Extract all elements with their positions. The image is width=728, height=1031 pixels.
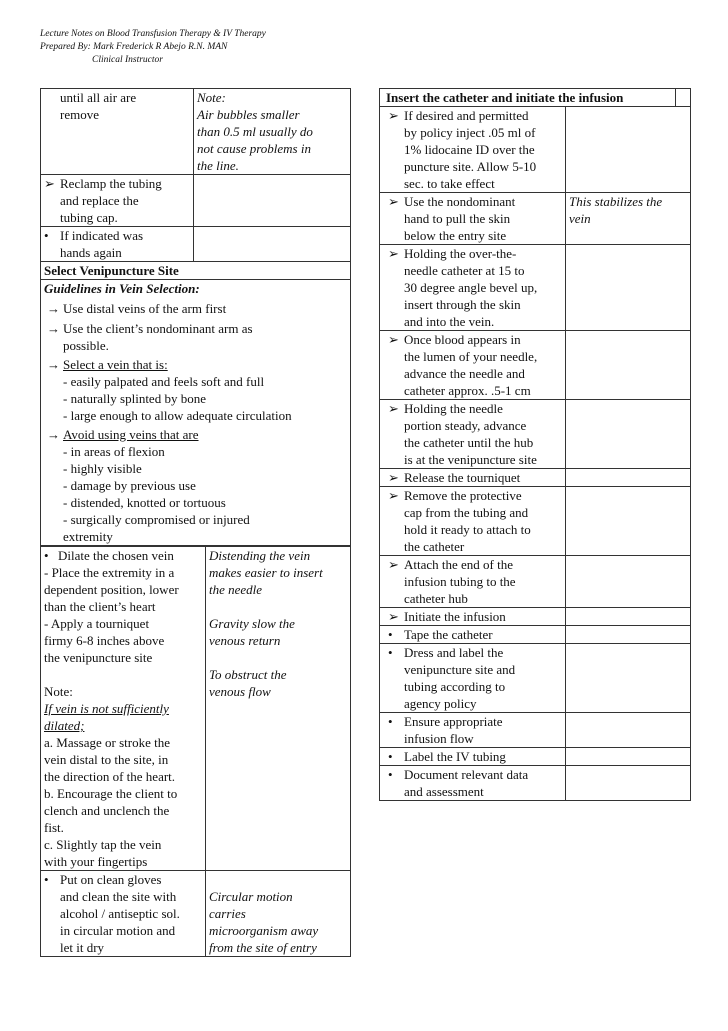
right-rows xyxy=(380,107,691,801)
page-header xyxy=(40,28,266,67)
guideline-subitem: - large enough to allow adequate circulation xyxy=(63,408,292,423)
guideline-subitem: - surgically compromised or injured extremity xyxy=(63,512,250,544)
dilate-note-condition: If vein is not sufficiently dilated; xyxy=(44,701,169,733)
guideline-subitem: - highly visible xyxy=(63,461,142,476)
dilate-instructions: - Place the extremity in a dependent position, lower than the client’s heart - Apply a tourniquet firmy 6-8 inches above the venipuncture site xyxy=(44,565,179,665)
step-text: • Put on clean gloves and clean the site with alcohol / antiseptic sol. in circular motion and let it dry xyxy=(41,871,206,957)
dot-bullet-icon: • xyxy=(388,767,393,782)
step-note xyxy=(566,107,691,193)
arrow-bullet-icon: ➢ xyxy=(44,176,55,191)
right-arrow-icon: → xyxy=(47,321,60,336)
header-line-3: Clinical Instructor xyxy=(92,55,163,65)
arrow-bullet-icon: ➢ xyxy=(388,401,399,416)
table-row xyxy=(41,175,351,227)
table-row xyxy=(380,644,691,713)
step-note: Distending the vein makes easier to insert the needle Gravity slow the venous return To obstruct the venous flow xyxy=(206,547,351,871)
left-procedure-table xyxy=(40,88,351,546)
right-arrow-icon: → xyxy=(47,301,60,316)
table-row xyxy=(41,280,351,546)
table-row xyxy=(41,227,351,262)
step-text: ➢ Holding the over-the- needle catheter at 15 to 30 degree angle bevel up, insert through the skin and into the vein. xyxy=(380,245,566,331)
step-text: ➢ Release the tourniquet xyxy=(380,469,566,487)
guideline-subitem: - in areas of flexion xyxy=(63,444,165,459)
table-row xyxy=(380,748,691,766)
table-row xyxy=(41,89,351,175)
step-text: ➢ Attach the end of the infusion tubing to the catheter hub xyxy=(380,556,566,608)
arrow-bullet-icon: ➢ xyxy=(388,246,399,261)
step-note xyxy=(566,608,691,626)
step-text: ➢ Holding the needle portion steady, advance the catheter until the hub is at the venipuncture site xyxy=(380,400,566,469)
table-row xyxy=(380,766,691,801)
step-note xyxy=(566,487,691,556)
arrow-bullet-icon: ➢ xyxy=(388,470,399,485)
guideline-item: → Select a vein that is: xyxy=(47,357,168,372)
step-note: Circular motion carries microorganism away from the site of entry xyxy=(206,871,351,957)
step-text xyxy=(41,547,206,871)
step-note xyxy=(566,766,691,801)
dot-bullet-icon: • xyxy=(44,228,49,243)
arrow-bullet-icon: ➢ xyxy=(388,488,399,503)
left-dilate-table xyxy=(40,546,351,957)
guideline-subitem: - damage by previous use xyxy=(63,478,196,493)
dilate-steps: a. Massage or stroke the vein distal to the site, in the direction of the heart. b. Encourage the client to clench and unclench the fist. c. Slightly tap the vein with your fingertips xyxy=(44,735,178,869)
guideline-item: → Use distal veins of the arm first xyxy=(47,301,227,316)
step-text: until all air are remove xyxy=(41,89,194,175)
table-row xyxy=(380,400,691,469)
guideline-subitem: - distended, knotted or tortuous xyxy=(63,495,226,510)
table-row xyxy=(380,107,691,193)
step-note xyxy=(566,245,691,331)
step-text: • Document relevant data and assessment xyxy=(380,766,566,801)
section-title: Select Venipuncture Site xyxy=(41,262,351,280)
table-row xyxy=(380,193,691,245)
step-text: ➢ If desired and permitted by policy inject .05 ml of 1% lidocaine ID over the puncture site. Allow 5-10 sec. to take effect xyxy=(380,107,566,193)
step-note: Note: Air bubbles smaller than 0.5 ml usually do not cause problems in the line. xyxy=(194,89,351,175)
table-row xyxy=(380,89,691,107)
table-row xyxy=(380,469,691,487)
guidelines-title: Guidelines in Vein Selection: xyxy=(44,281,200,296)
dot-bullet-icon: • xyxy=(44,548,49,563)
dilate-note-label: Note: xyxy=(44,684,73,699)
dilate-heading: • Dilate the chosen vein xyxy=(44,548,174,563)
step-note xyxy=(566,644,691,713)
arrow-bullet-icon: ➢ xyxy=(388,108,399,123)
step-text: • If indicated was hands again xyxy=(41,227,194,262)
arrow-bullet-icon: ➢ xyxy=(388,557,399,572)
step-note xyxy=(566,626,691,644)
guideline-item: → Use the client’s nondominant arm as possible. xyxy=(47,321,253,353)
step-note xyxy=(566,713,691,748)
step-text: • Ensure appropriate infusion flow xyxy=(380,713,566,748)
table-row xyxy=(380,713,691,748)
arrow-bullet-icon: ➢ xyxy=(388,194,399,209)
header-line-2: Prepared By: Mark Frederick R Abejo R.N. MAN xyxy=(40,42,228,52)
header-line-1: Lecture Notes on Blood Transfusion Therapy & IV Therapy xyxy=(40,29,266,39)
table-row xyxy=(380,331,691,400)
step-text: ➢ Use the nondominant hand to pull the skin below the entry site xyxy=(380,193,566,245)
guideline-item: → Avoid using veins that are xyxy=(47,427,199,442)
step-note xyxy=(566,400,691,469)
table-row xyxy=(380,626,691,644)
step-note xyxy=(566,331,691,400)
dot-bullet-icon: • xyxy=(388,749,393,764)
right-arrow-icon: → xyxy=(47,427,60,442)
step-note xyxy=(566,469,691,487)
dot-bullet-icon: • xyxy=(44,872,49,887)
guidelines-cell xyxy=(41,280,351,546)
table-row xyxy=(41,871,351,957)
step-note: This stabilizes the vein xyxy=(566,193,691,245)
step-note xyxy=(566,556,691,608)
table-row xyxy=(41,547,351,871)
table-row xyxy=(380,608,691,626)
table-row xyxy=(380,556,691,608)
right-procedure-table xyxy=(379,88,691,801)
dot-bullet-icon: • xyxy=(388,645,393,660)
step-text: ➢ Reclamp the tubing and replace the tubing cap. xyxy=(41,175,194,227)
section-title: Insert the catheter and initiate the infusion xyxy=(380,89,676,107)
guideline-subitem: - naturally splinted by bone xyxy=(63,391,206,406)
step-text: • Tape the catheter xyxy=(380,626,566,644)
step-text: ➢ Remove the protective cap from the tubing and hold it ready to attach to the catheter xyxy=(380,487,566,556)
right-arrow-icon: → xyxy=(47,357,60,372)
table-row xyxy=(41,262,351,280)
guideline-subitem: - easily palpated and feels soft and full xyxy=(63,374,265,389)
step-text: • Dress and label the venipuncture site and tubing according to agency policy xyxy=(380,644,566,713)
table-row xyxy=(380,487,691,556)
step-note xyxy=(566,748,691,766)
step-text: ➢ Initiate the infusion xyxy=(380,608,566,626)
step-text: ➢ Once blood appears in the lumen of your needle, advance the needle and catheter approx. .5-1 cm xyxy=(380,331,566,400)
dot-bullet-icon: • xyxy=(388,714,393,729)
step-text: • Label the IV tubing xyxy=(380,748,566,766)
arrow-bullet-icon: ➢ xyxy=(388,332,399,347)
dot-bullet-icon: • xyxy=(388,627,393,642)
arrow-bullet-icon: ➢ xyxy=(388,609,399,624)
table-row xyxy=(380,245,691,331)
